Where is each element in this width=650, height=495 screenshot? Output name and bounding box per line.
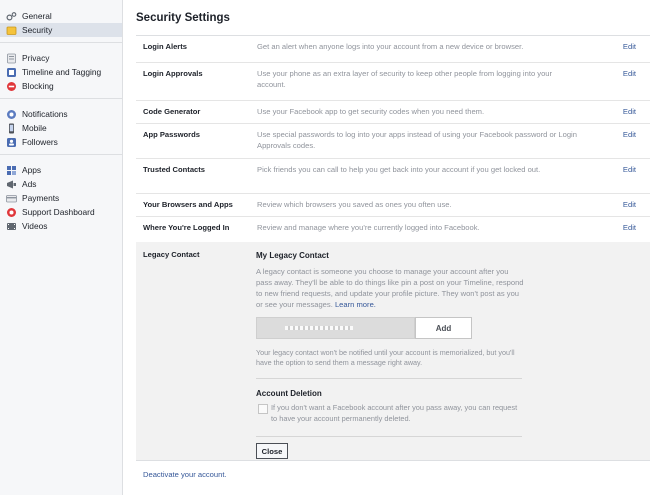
sidebar-item-label: Videos <box>22 221 48 231</box>
sidebar-item-timeline-and-tagging[interactable] <box>0 65 122 79</box>
setting-label: Your Browsers and Apps <box>143 200 233 209</box>
setting-description: Use your Facebook app to get security codes when you need them. <box>257 107 485 116</box>
setting-label: Code Generator <box>143 107 201 116</box>
settings-sidebar <box>0 0 123 495</box>
followers-icon <box>6 137 17 148</box>
privacy-icon <box>6 53 17 64</box>
sidebar-item-label: Privacy <box>22 53 50 63</box>
legacy-contact-section <box>136 242 650 461</box>
edit-link[interactable]: Edit <box>622 223 636 232</box>
edit-link[interactable]: Edit <box>622 165 636 174</box>
setting-description: Pick friends you can call to help you get back into your account if you get locked out. <box>257 165 541 174</box>
blocking-icon <box>6 81 17 92</box>
mobile-icon <box>6 123 17 134</box>
sidebar-item-label: Apps <box>22 165 42 175</box>
setting-description: Use your phone as an extra layer of security to keep other people from logging into your account. <box>257 69 553 89</box>
sidebar-item-label: Followers <box>22 137 58 147</box>
setting-label: Trusted Contacts <box>143 165 206 174</box>
account-deletion-text: If you don't want a Facebook account after you pass away, you can request to have your account permanently deleted. <box>271 403 518 423</box>
sidebar-item-ads[interactable] <box>0 177 122 191</box>
setting-description: Get an alert when anyone logs into your account from a new device or browser. <box>257 42 524 51</box>
page-title: Security Settings <box>136 12 230 24</box>
deactivate-account-link[interactable]: Deactivate your account. <box>143 470 227 479</box>
sidebar-item-label: Support Dashboard <box>22 207 95 217</box>
legacy-contact-note: Your legacy contact won't be notified until your account is memorialized, but you'll have the option to send them a message right away. <box>256 348 515 367</box>
account-deletion-checkbox[interactable] <box>258 404 268 414</box>
sidebar-item-notifications[interactable] <box>0 107 122 121</box>
edit-link[interactable]: Edit <box>622 107 636 116</box>
setting-row-your-browsers-and-apps <box>136 194 650 217</box>
legacy-contact-label: Legacy Contact <box>143 250 200 259</box>
sidebar-item-label: General <box>22 11 52 21</box>
my-legacy-contact-heading: My Legacy Contact <box>256 251 329 260</box>
edit-link[interactable]: Edit <box>622 130 636 139</box>
setting-description: Review and manage where you're currently logged into Facebook. <box>257 223 480 232</box>
sidebar-divider <box>0 42 122 43</box>
apps-icon <box>6 165 17 176</box>
timeline-icon <box>6 67 17 78</box>
setting-row-code-generator <box>136 101 650 124</box>
sidebar-item-label: Mobile <box>22 123 47 133</box>
videos-icon <box>6 221 17 232</box>
support-icon <box>6 207 17 218</box>
sidebar-item-general[interactable] <box>0 9 122 23</box>
setting-description: Review which browsers you saved as ones you often use. <box>257 200 452 209</box>
edit-link[interactable]: Edit <box>622 200 636 209</box>
account-deletion-heading: Account Deletion <box>256 389 322 398</box>
sidebar-item-label: Security <box>22 25 53 35</box>
sidebar-item-apps[interactable] <box>0 163 122 177</box>
setting-label: Login Alerts <box>143 42 188 51</box>
payments-icon <box>6 193 17 204</box>
notifications-icon <box>6 109 17 120</box>
setting-row-where-you-re-logged-in <box>136 217 650 241</box>
setting-label: Where You're Logged In <box>143 223 230 232</box>
redacted-name <box>285 326 353 330</box>
setting-label: Login Approvals <box>143 69 203 78</box>
legacy-contact-paragraph: A legacy contact is someone you choose to manage your account after you pass away. They'll be able to do things like pin a post on your Timeline, respond to new friend requests, and update your profile picture. They won't post as you or see your messages. <box>256 267 524 309</box>
learn-more-link[interactable]: Learn more. <box>334 300 376 309</box>
sidebar-group <box>0 103 122 149</box>
sidebar-item-payments[interactable] <box>0 191 122 205</box>
sidebar-item-mobile[interactable] <box>0 121 122 135</box>
main-content <box>123 0 650 495</box>
legacy-contact-description <box>256 266 524 310</box>
sidebar-item-label: Payments <box>22 193 60 203</box>
sidebar-item-label: Ads <box>22 179 37 189</box>
setting-row-login-alerts <box>136 36 650 63</box>
setting-row-app-passwords <box>136 124 650 159</box>
close-button[interactable]: Close <box>256 443 288 459</box>
sidebar-divider <box>0 154 122 155</box>
sidebar-item-privacy[interactable] <box>0 51 122 65</box>
edit-link[interactable]: Edit <box>622 69 636 78</box>
sidebar-group <box>0 159 122 233</box>
security-icon <box>6 25 17 36</box>
sidebar-item-videos[interactable] <box>0 219 122 233</box>
general-icon <box>6 11 17 22</box>
sidebar-divider <box>0 98 122 99</box>
divider <box>256 436 522 437</box>
sidebar-item-label: Notifications <box>22 109 68 119</box>
sidebar-group <box>0 47 122 93</box>
sidebar-group <box>0 0 122 37</box>
setting-row-trusted-contacts <box>136 159 650 194</box>
divider <box>256 378 522 379</box>
legacy-contact-input[interactable] <box>256 317 415 339</box>
setting-label: App Passwords <box>143 130 200 139</box>
sidebar-item-label: Timeline and Tagging <box>22 67 102 77</box>
sidebar-item-blocking[interactable] <box>0 79 122 93</box>
sidebar-item-security[interactable] <box>0 23 122 37</box>
edit-link[interactable]: Edit <box>622 42 636 51</box>
sidebar-item-label: Blocking <box>22 81 54 91</box>
setting-description: Use special passwords to log into your apps instead of using your Facebook password or Login Approvals codes. <box>257 130 577 150</box>
setting-row-login-approvals <box>136 63 650 101</box>
ads-icon <box>6 179 17 190</box>
sidebar-item-followers[interactable] <box>0 135 122 149</box>
sidebar-item-support-dashboard[interactable] <box>0 205 122 219</box>
add-legacy-contact-button[interactable]: Add <box>415 317 472 339</box>
